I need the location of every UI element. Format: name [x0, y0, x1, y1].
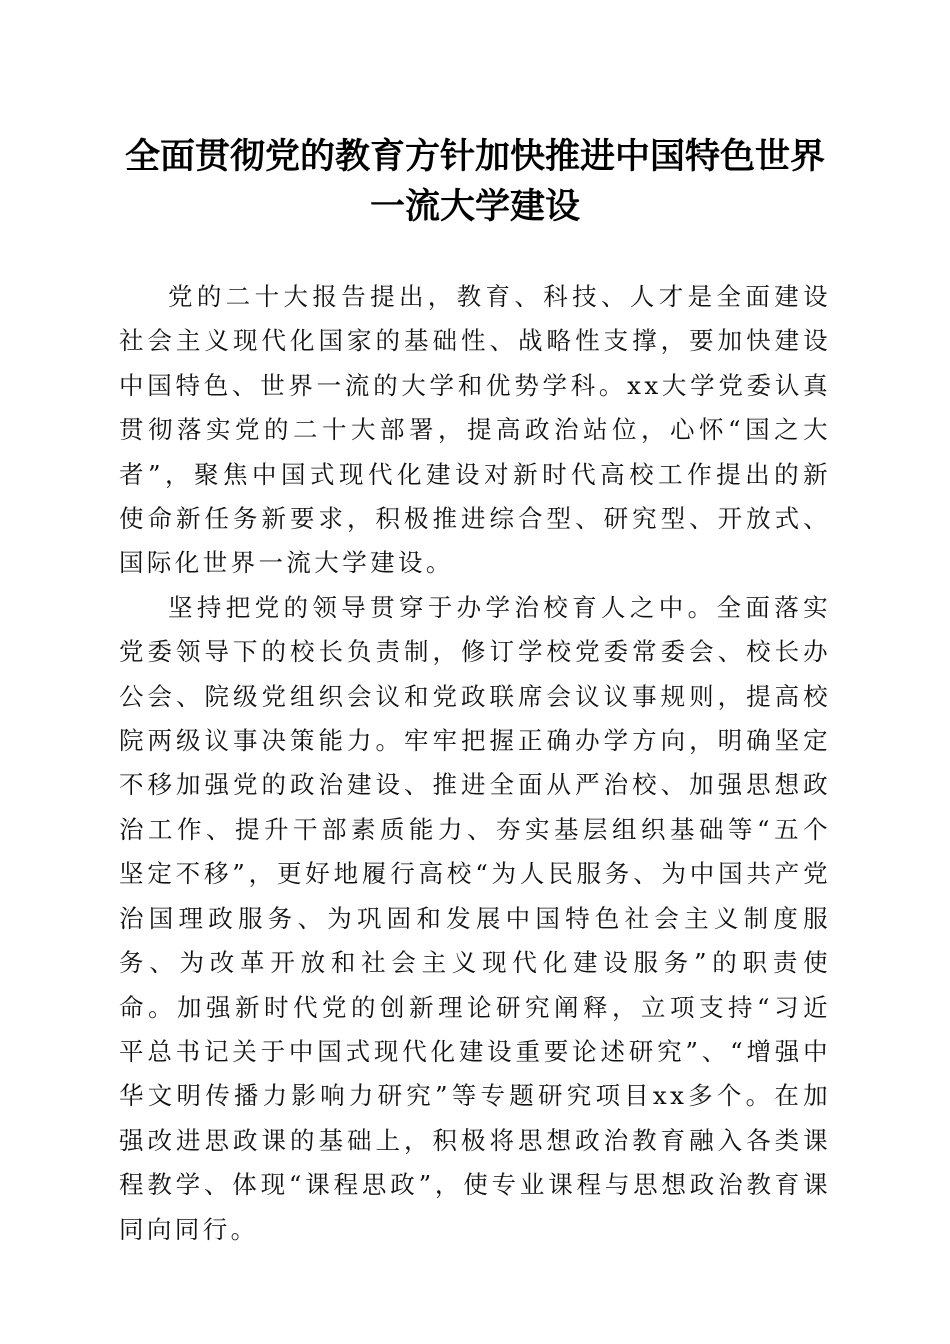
paragraph-2: 坚持把党的领导贯穿于办学治校育人之中。全面落实党委领导下的校长负责制，修订学校党委常委会、校长办公会、院级党组织会议和党政联席会议议事规则，提高校院两级议事决策能力。牢牢把握正确办学方向，明确坚定不移加强党的政治建设、推进全面从严治校、加强思想政治工作、提升干部素质能力、夯实基层组织基础等“五个坚定不移”，更好地履行高校“为人民服务、为中国共产党治国理政服务、为巩固和发展中国特色社会主义制度服务、为改革开放和社会主义现代化建设服务”的职责使命。加强新时代党的创新理论研究阐释，立项支持“习近平总书记关于中国式现代化建设重要论述研究”、“增强中华文明传播力影响力研究”等专题研究项目xx多个。在加强改进思政课的基础上，积极将思想政治教育融入各类课程教学、体现“课程思政”，使专业课程与思想政治教育课同向同行。: [119, 592, 831, 1244]
title-line-1: 全面贯彻党的教育方针加快推进中国特色世界: [124, 136, 825, 177]
document-body: [119, 275, 831, 1252]
paragraph-1: 党的二十大报告提出，教育、科技、人才是全面建设社会主义现代化国家的基础性、战略性支撑，要加快建设中国特色、世界一流的大学和优势学科。xx大学党委认真贯彻落实党的二十大部署，提高政治站位，心怀“国之大者”，聚焦中国式现代化建设对新时代高校工作提出的新使命新任务新要求，积极推进综合型、研究型、开放式、国际化世界一流大学建设。: [119, 282, 831, 578]
title-line-2: 一流大学建设: [369, 186, 580, 227]
document-title: [110, 132, 840, 232]
